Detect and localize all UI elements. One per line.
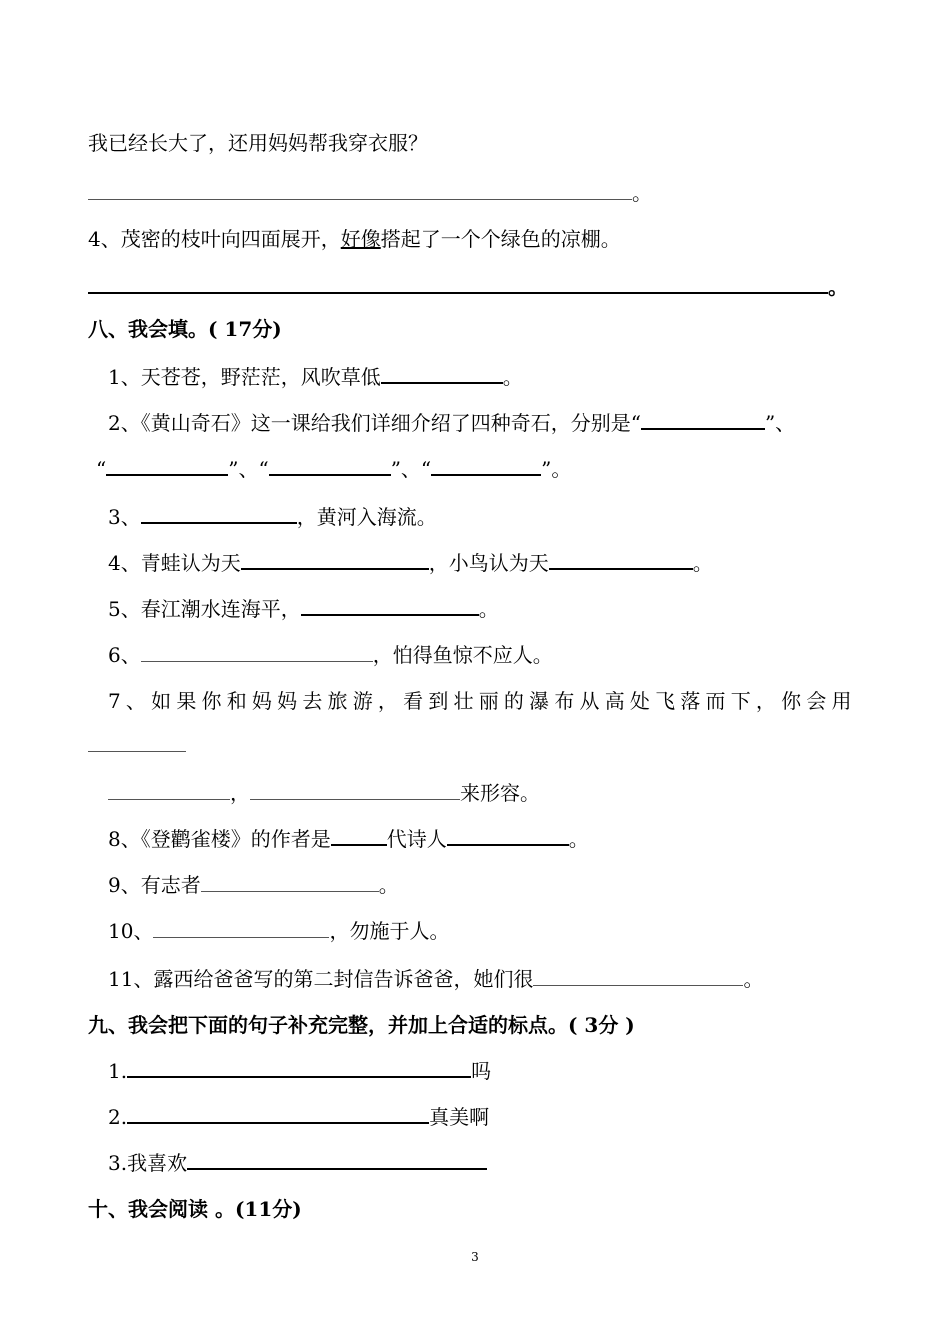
blank[interactable]	[127, 1102, 429, 1124]
blank[interactable]	[88, 179, 632, 200]
section-10-title: 十、我会阅读 。(11分)	[88, 1197, 302, 1221]
blank[interactable]	[549, 548, 693, 570]
s8-q2-continued: “ ”、“ ”、“ ”。	[96, 454, 571, 484]
s9-q2: 2. 真美啊	[108, 1102, 489, 1132]
blank[interactable]	[447, 824, 569, 846]
blank[interactable]	[269, 454, 391, 476]
s9-q1: 1. 吗	[108, 1056, 491, 1086]
s8-q7: 7、如果你和妈妈去旅游，看到壮丽的瀑布从高处飞落而下，你会用	[108, 689, 857, 713]
underlined-word: 好像	[340, 227, 381, 251]
blank[interactable]	[641, 408, 765, 430]
section-8-title: 八、我会填。( 17分)	[88, 317, 282, 341]
s8-q9: 9、有志者 。	[108, 873, 399, 897]
s8-q8: 8、《登鹳雀楼》的作者是 代诗人 。	[108, 824, 589, 854]
s8-q1: 1、天苍苍，野茫茫，风吹草低 。	[108, 362, 523, 392]
blank[interactable]	[431, 454, 541, 476]
s7-q4-sentence: 4、茂密的枝叶向四面展开，好像搭起了一个个绿色的凉棚。	[88, 227, 621, 251]
s7-q3-sentence: 我已经长大了，还用妈妈帮我穿衣服？	[88, 131, 428, 155]
blank[interactable]	[241, 548, 429, 570]
blank[interactable]	[533, 965, 743, 986]
s7-q3-answer-line: 。	[88, 178, 652, 208]
s8-q3: 3、 ，黄河入海流。	[108, 502, 437, 532]
blank[interactable]	[153, 917, 329, 938]
s8-q6: 6、 ，怕得鱼惊不应人。	[108, 643, 553, 667]
s8-q11: 11、露西给爸爸写的第二封信告诉爸爸，她们很 。	[108, 967, 764, 991]
blank[interactable]	[331, 824, 387, 846]
s8-q7-blank-line	[88, 730, 186, 760]
s7-q4-answer-line: 。	[88, 272, 848, 302]
blank[interactable]	[108, 779, 230, 800]
blank[interactable]	[88, 272, 828, 294]
blank[interactable]	[106, 454, 228, 476]
s8-q7-continued: ， 来形容。	[108, 778, 540, 808]
s8-q10: 10、 ，勿施于人。	[108, 919, 450, 943]
blank[interactable]	[187, 1148, 487, 1170]
blank[interactable]	[141, 641, 373, 662]
s8-q4: 4、青蛙认为天 ，小鸟认为天 。	[108, 548, 713, 578]
blank[interactable]	[250, 779, 460, 800]
s9-q3: 3.我喜欢	[108, 1148, 487, 1178]
blank[interactable]	[88, 731, 186, 752]
s8-q2: 2、《黄山奇石》这一课给我们详细介绍了四种奇石，分别是“ ”、	[108, 408, 795, 438]
blank[interactable]	[381, 362, 503, 384]
s8-q5: 5、春江潮水连海平， 。	[108, 594, 499, 624]
blank[interactable]	[301, 594, 479, 616]
blank[interactable]	[141, 502, 297, 524]
page-number: 3	[471, 1250, 479, 1264]
section-9-title: 九、我会把下面的句子补充完整，并加上合适的标点。( 3分 )	[88, 1013, 635, 1037]
blank[interactable]	[201, 871, 379, 892]
blank[interactable]	[127, 1056, 471, 1078]
